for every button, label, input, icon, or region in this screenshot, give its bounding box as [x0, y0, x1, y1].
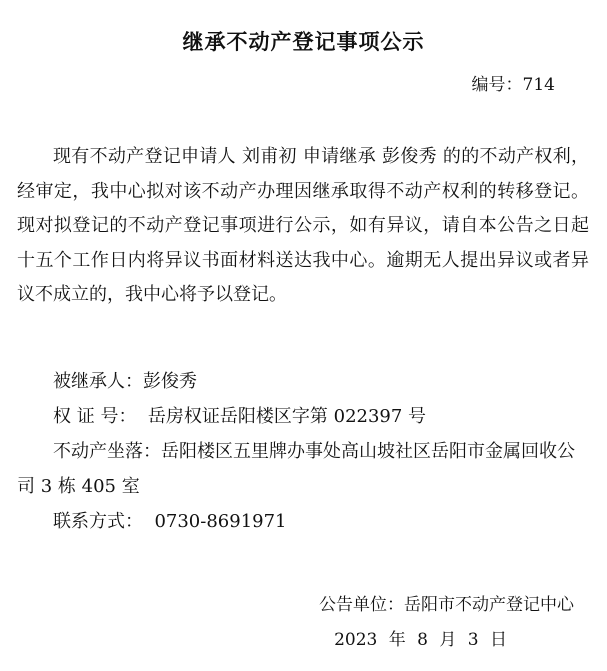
issue-date: 2023 年 8 月 3 日 — [334, 630, 507, 650]
notice-body: 现有不动产登记申请人 刘甫初 申请继承 彭俊秀 的的不动产权利，经审定，我中心拟对该不动产办理因继承取得不动产权利的转移登记。现对拟登记的不动产登记事项进行公示，如有异议，请自本公告之日起十五个工作日内将异议书面材料送达我中心。逾期无人提出异议或者异议不成立的，我中心将予以登记。 — [17, 146, 589, 306]
location-value: 岳阳楼区五里牌办事处高山坡社区岳阳市金属回收公司 3 栋 405 室 — [17, 441, 575, 497]
issuing-unit: 公告单位：岳阳市不动产登记中心 — [319, 595, 574, 615]
contact-field — [17, 505, 589, 540]
certificate-field — [17, 400, 589, 435]
certificate-value: 岳房权证岳阳楼区字第 022397 号 — [147, 406, 427, 427]
decedent-field — [17, 365, 589, 400]
serial-number: 编号：714 — [471, 75, 555, 95]
contact-label: 联系方式： — [53, 511, 143, 532]
location-field — [17, 435, 589, 504]
document-title: 继承不动产登记事项公示 — [182, 30, 425, 54]
contact-value: 0730-8691971 — [154, 511, 287, 532]
decedent-label: 被继承人： — [53, 371, 143, 392]
location-label: 不动产坐落： — [53, 441, 161, 462]
decedent-value: 彭俊秀 — [143, 371, 197, 392]
certificate-label: 权 证 号： — [53, 406, 137, 427]
